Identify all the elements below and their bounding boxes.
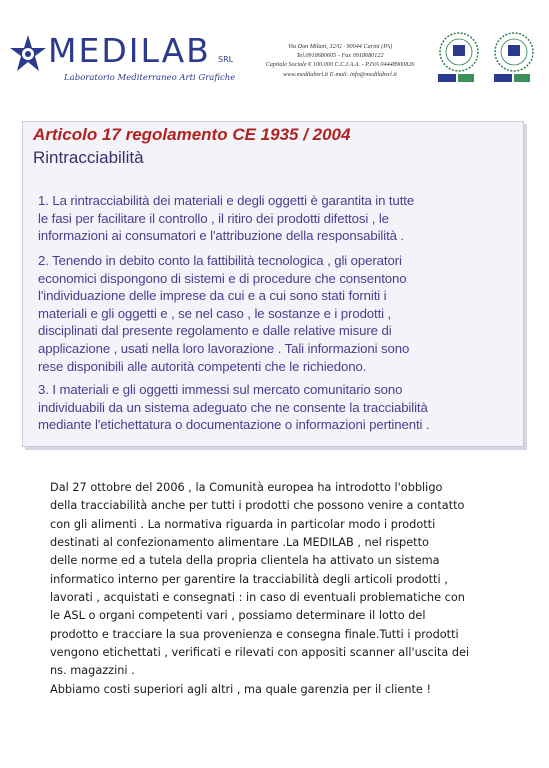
paragraph-line: 2. Tenendo in debito conto la fattibilità tecnologica , gli operatori xyxy=(38,253,402,268)
paragraph-line: l'individuazione delle imprese da cui e a cui sono stati forniti i xyxy=(38,288,387,304)
note-line: lavorati , acquistati e consegnati : in caso di eventuali problematiche con xyxy=(50,591,465,605)
paragraph-line: 3. I materiali e gli oggetti immessi sul mercato comunitario sono xyxy=(38,382,403,397)
regulation-title: Articolo 17 regolamento CE 1935 / 2004 xyxy=(33,125,351,144)
note-line: Abbiamo costi superiori agli altri , ma quale garenzia per il cliente ! xyxy=(50,682,432,696)
paragraph-line: le fasi per facilitare il controllo , il ritiro dei prodotti difettosi , le xyxy=(38,210,389,226)
paragraph-line: economici dispongono di sistemi e di procedure che consentono xyxy=(38,270,407,286)
note-line: destinati al confezionamento alimentare .La MEDILAB , nel rispetto xyxy=(50,536,429,550)
logo-suffix: SRL xyxy=(218,55,234,64)
regulation-panel xyxy=(22,121,524,447)
certification-seal-icon xyxy=(438,33,478,82)
certification-seals xyxy=(434,30,542,85)
article-paragraph-1 xyxy=(38,192,520,245)
paragraph-line: materiali e gli oggetti e , se nel caso , le sostanze e i prodotti , xyxy=(38,305,392,321)
regulation-subtitle: Rintracciabilità xyxy=(33,148,144,167)
logo-wordmark: MEDILAB xyxy=(48,31,211,70)
paragraph-line: rese disponibili alle autorità competenti che le richiedono. xyxy=(38,358,367,374)
article-paragraph-2 xyxy=(38,252,520,375)
note-line: Dal 27 ottobre del 2006 , la Comunità europea ha introdotto l'obbligo xyxy=(50,481,443,494)
contact-info xyxy=(250,42,430,79)
contact-address: Via Don Milani, 32/G · 90044 Carini (PA) xyxy=(287,43,393,50)
paragraph-line: disciplinati dal presente regolamento e dalle relative misure di xyxy=(38,323,392,339)
note-line: ns. magazzini . xyxy=(50,664,135,678)
contact-registry: Capitale Sociale € 100.000 C.C.I.A.A. - P.IVA 04448900826 xyxy=(265,61,415,69)
company-note xyxy=(50,479,510,699)
medilab-logo-icon xyxy=(8,34,48,74)
paragraph-line: informazioni ai consumatori e l'attribuzione della responsabilità . xyxy=(38,228,404,244)
note-line: informatico interno per garentire la tracciabilità degli articoli prodotti , xyxy=(50,572,448,586)
note-line: con gli alimenti . La normativa riguarda in particolar modo i prodotti xyxy=(50,517,436,531)
paragraph-line: 1. La rintracciabilità dei materiali e degli oggetti è garantita in tutte xyxy=(38,193,415,208)
paragraph-line: applicazione , usati nella loro lavorazione . Tali informazioni sono xyxy=(38,340,410,356)
logo-subtitle: Laboratorio Mediterraneo Arti Grafiche xyxy=(64,73,236,83)
paragraph-line: mediante l'etichettatura o documentazione o informazioni pertinenti . xyxy=(38,417,430,433)
certification-seal-icon xyxy=(494,33,533,82)
article-paragraph-3 xyxy=(38,381,520,434)
note-line: delle norme ed a tutela della propria clientela ha attivato un sistema xyxy=(50,554,440,568)
contact-web: www.medilabsrl.it E-mail: info@medilabsrl.it xyxy=(283,70,397,78)
contact-phone: Tel.0918680605 - Fax 0918680122 xyxy=(296,52,384,60)
note-line: della tracciabilità anche per tutti i prodotti che possono venire a contatto xyxy=(50,499,465,513)
note-line: le ASL o organi competenti vari , possiamo determinare il lotto del xyxy=(50,609,426,623)
paragraph-line: individuabili da un sistema adeguato che ne consente la tracciabilità xyxy=(38,399,428,415)
letterhead xyxy=(0,0,549,110)
note-line: vengono etichettati , verificati e rilevati con appositi scanner all'uscita dei xyxy=(50,646,470,660)
note-line: prodotto e tracciare la sua provenienza e consegna finale.Tutti i prodotti xyxy=(50,627,459,641)
